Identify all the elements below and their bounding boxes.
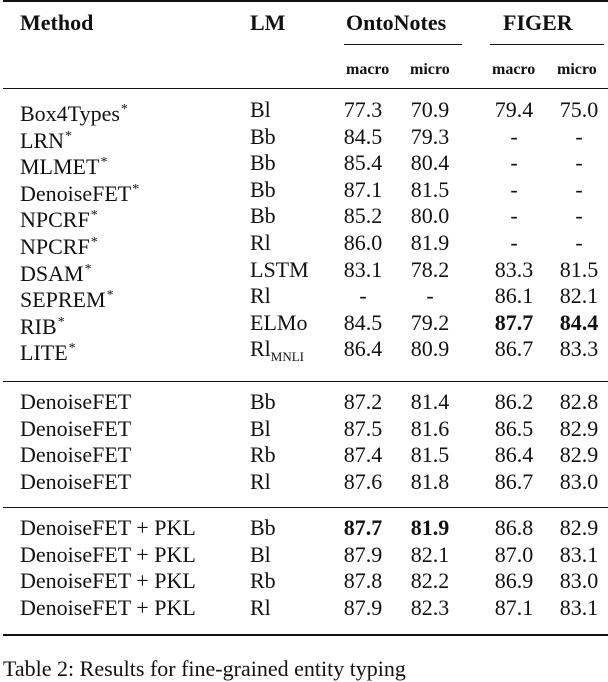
lm-cell	[250, 257, 309, 283]
method-name: DenoiseFET + PKL	[20, 515, 196, 540]
ontonotes-micro-cell: 78.2	[410, 256, 450, 282]
ontonotes-macro-cell: 85.4	[343, 150, 383, 176]
lm-cell	[250, 442, 276, 468]
method-cell	[20, 515, 196, 541]
table-caption: Table 2: Results for fine-grained entity typing	[3, 656, 406, 681]
method-name: DenoiseFET	[20, 442, 132, 468]
header-ontonotes: OntoNotes	[346, 10, 447, 35]
figer-macro-cell: 86.2	[494, 389, 534, 414]
asterisk-marker: *	[65, 128, 72, 144]
figer-micro-cell: 75.0	[559, 97, 599, 122]
method-cell	[20, 442, 131, 468]
method-name: DenoiseFET + PKL	[20, 568, 196, 594]
ontonotes-macro-cell: 84.5	[343, 123, 383, 149]
asterisk-marker: *	[57, 314, 65, 330]
method-name: NPCRF	[20, 207, 90, 233]
method-name: DenoiseFET + PKL	[20, 541, 196, 567]
figer-macro-cell: -	[510, 176, 518, 202]
ontonotes-micro-cell: 80.9	[410, 336, 450, 362]
ontonotes-micro-cell: 80.0	[410, 203, 450, 229]
ontonotes-macro-cell: 87.4	[343, 442, 383, 468]
ontonotes-macro-cell: 87.7	[343, 515, 383, 540]
lm-cell	[250, 177, 276, 203]
ontonotes-micro-cell: 79.2	[410, 309, 450, 335]
ontonotes-micro-cell: 82.1	[410, 541, 450, 567]
lm-cell	[250, 515, 276, 541]
lm-cell	[250, 283, 271, 309]
ontonotes-micro-cell: 82.2	[410, 568, 450, 594]
lm-name: Bb	[250, 515, 276, 540]
figer-macro-cell: 79.4	[494, 97, 534, 122]
method-cell	[20, 150, 107, 180]
lm-name: Rl	[250, 336, 271, 362]
figer-macro-cell: 86.8	[494, 515, 534, 540]
ontonotes-micro-cell: 81.6	[410, 415, 450, 441]
ontonotes-macro-cell: 87.1	[343, 176, 383, 202]
ontonotes-micro-cell: -	[426, 283, 434, 309]
lm-cell	[250, 389, 276, 415]
asterisk-marker: *	[84, 261, 92, 277]
figer-macro-cell: -	[510, 150, 518, 176]
method-name: DenoiseFET	[20, 180, 132, 206]
figer-micro-cell: -	[575, 230, 583, 255]
lm-name: Bb	[250, 203, 276, 229]
method-name: RIB	[20, 313, 57, 339]
method-name: Box4Types	[20, 101, 120, 126]
method-name: DenoiseFET + PKL	[20, 594, 196, 620]
figer-macro-cell: 87.1	[494, 594, 534, 620]
asterisk-marker: *	[106, 288, 114, 304]
lm-cell	[250, 469, 271, 495]
lm-cell	[250, 124, 276, 150]
figer-macro-cell: 86.7	[494, 468, 534, 494]
method-name: DenoiseFET	[20, 415, 132, 441]
lm-name: Bb	[250, 389, 276, 414]
figer-macro-cell: 86.1	[494, 283, 534, 309]
figer-micro-cell: 83.0	[559, 568, 599, 594]
table-bottom-rule	[3, 634, 608, 636]
subheader-ontonotes-micro: micro	[410, 61, 450, 78]
asterisk-marker: *	[132, 181, 140, 197]
lm-name: Rl	[250, 283, 271, 309]
figer-micro-cell: 82.9	[559, 415, 599, 441]
method-name: DSAM	[20, 260, 84, 286]
ontonotes-macro-cell: 86.0	[343, 230, 383, 255]
method-cell	[20, 310, 65, 340]
lm-name: LSTM	[250, 256, 309, 282]
figer-micro-cell: -	[575, 176, 583, 202]
asterisk-marker: *	[100, 155, 108, 171]
method-cell	[20, 177, 139, 207]
ontonotes-macro-cell: 86.4	[343, 336, 383, 362]
ontonotes-macro-cell: 87.2	[343, 389, 383, 414]
method-cell	[20, 389, 131, 415]
ontonotes-micro-cell: 70.9	[410, 97, 450, 122]
figer-macro-cell: 83.3	[494, 256, 534, 282]
group-separator-rule	[3, 507, 608, 508]
method-name: MLMET	[20, 154, 100, 180]
ontonotes-macro-cell: 87.5	[343, 415, 383, 441]
figer-micro-cell: -	[575, 203, 583, 229]
ontonotes-micro-cell: 79.3	[410, 123, 450, 149]
asterisk-marker: *	[90, 208, 98, 224]
group-separator-rule	[3, 381, 608, 382]
ontonotes-macro-cell: 83.1	[343, 256, 383, 282]
lm-name: Bb	[250, 150, 276, 176]
lm-name: Bl	[250, 97, 271, 122]
figer-macro-cell: 86.5	[494, 415, 534, 441]
figer-micro-cell: 83.3	[559, 336, 599, 362]
lm-subscript: MNLI	[270, 349, 305, 365]
method-name: SEPREM	[20, 287, 106, 313]
subheader-figer-macro: macro	[492, 61, 536, 78]
lm-cell	[250, 595, 271, 621]
lm-cell	[250, 203, 276, 229]
ontonotes-macro-cell: 87.8	[343, 568, 383, 594]
figer-macro-cell: 87.0	[494, 541, 534, 567]
asterisk-marker: *	[120, 102, 128, 117]
lm-name: Bl	[250, 415, 271, 441]
figer-macro-cell: 86.9	[494, 568, 534, 594]
figer-macro-cell: -	[510, 203, 518, 229]
lm-name: Rl	[250, 594, 271, 620]
header-figer: FIGER	[503, 10, 573, 35]
figer-micro-cell: -	[575, 123, 583, 149]
lm-cell	[250, 150, 276, 176]
method-cell	[20, 257, 92, 287]
method-name: DenoiseFET	[20, 468, 132, 494]
figer-micro-cell: 81.5	[559, 256, 599, 282]
figer-cmidrule	[490, 44, 604, 45]
ontonotes-micro-cell: 81.4	[410, 389, 450, 414]
ontonotes-macro-cell: 84.5	[343, 309, 383, 335]
method-cell	[20, 416, 131, 442]
lm-name: Rl	[250, 468, 271, 494]
ontonotes-macro-cell: -	[359, 283, 367, 309]
figer-macro-cell: -	[510, 123, 518, 149]
method-name: LRN	[20, 127, 64, 153]
ontonotes-macro-cell: 87.9	[343, 594, 383, 620]
asterisk-marker: *	[90, 235, 98, 250]
lm-cell	[250, 568, 276, 594]
figer-macro-cell: 86.4	[494, 442, 534, 468]
ontonotes-micro-cell: 81.5	[410, 176, 450, 202]
lm-name: Bl	[250, 541, 271, 567]
figer-micro-cell: 82.8	[559, 389, 599, 414]
ontonotes-micro-cell: 81.9	[410, 515, 450, 540]
figer-micro-cell: 83.1	[559, 541, 599, 567]
figer-macro-cell: 86.7	[494, 336, 534, 362]
ontonotes-macro-cell: 85.2	[343, 203, 383, 229]
subheader-ontonotes-macro: macro	[346, 61, 390, 78]
ontonotes-cmidrule	[344, 44, 462, 45]
figer-micro-cell: 82.9	[559, 515, 599, 540]
lm-cell	[250, 416, 271, 442]
ontonotes-micro-cell: 80.4	[410, 150, 450, 176]
figer-micro-cell: 84.4	[559, 309, 599, 335]
figer-micro-cell: 83.0	[559, 468, 599, 494]
lm-name: ELMo	[250, 309, 308, 335]
method-name: LITE	[20, 340, 68, 366]
lm-cell	[250, 310, 307, 336]
figer-micro-cell: -	[575, 150, 583, 176]
figer-macro-cell: -	[510, 230, 518, 255]
ontonotes-micro-cell: 81.5	[410, 442, 450, 468]
lm-cell	[250, 230, 271, 256]
ontonotes-micro-cell: 82.3	[410, 594, 450, 620]
ontonotes-micro-cell: 81.8	[410, 468, 450, 494]
figer-micro-cell: 83.1	[559, 594, 599, 620]
method-cell	[20, 230, 98, 260]
method-cell	[20, 124, 72, 154]
method-cell	[20, 542, 196, 568]
header-lm: LM	[250, 10, 286, 35]
method-cell	[20, 203, 98, 233]
lm-cell	[250, 542, 271, 568]
subheader-figer-micro: micro	[557, 61, 597, 78]
asterisk-marker: *	[68, 341, 76, 357]
lm-name: Rb	[250, 442, 276, 468]
method-name: DenoiseFET	[20, 389, 132, 414]
method-cell	[20, 97, 128, 127]
figer-macro-cell: 87.7	[494, 309, 534, 335]
method-cell	[20, 469, 131, 495]
lm-cell	[250, 97, 271, 123]
figer-micro-cell: 82.9	[559, 442, 599, 468]
lm-cell	[250, 336, 304, 370]
method-cell	[20, 336, 76, 366]
lm-name: Bb	[250, 123, 276, 149]
header-bottom-rule	[3, 88, 608, 89]
ontonotes-macro-cell: 77.3	[343, 97, 383, 122]
lm-name: Rb	[250, 568, 276, 594]
ontonotes-macro-cell: 87.6	[343, 468, 383, 494]
lm-name: Bb	[250, 176, 276, 202]
header-method: Method	[20, 10, 94, 35]
lm-name: Rl	[250, 230, 271, 255]
ontonotes-micro-cell: 81.9	[410, 230, 450, 255]
ontonotes-macro-cell: 87.9	[343, 541, 383, 567]
method-cell	[20, 568, 196, 594]
figer-micro-cell: 82.1	[559, 283, 599, 309]
table-top-rule	[3, 0, 608, 2]
method-name: NPCRF	[20, 234, 90, 259]
method-cell	[20, 283, 114, 313]
method-cell	[20, 595, 196, 621]
